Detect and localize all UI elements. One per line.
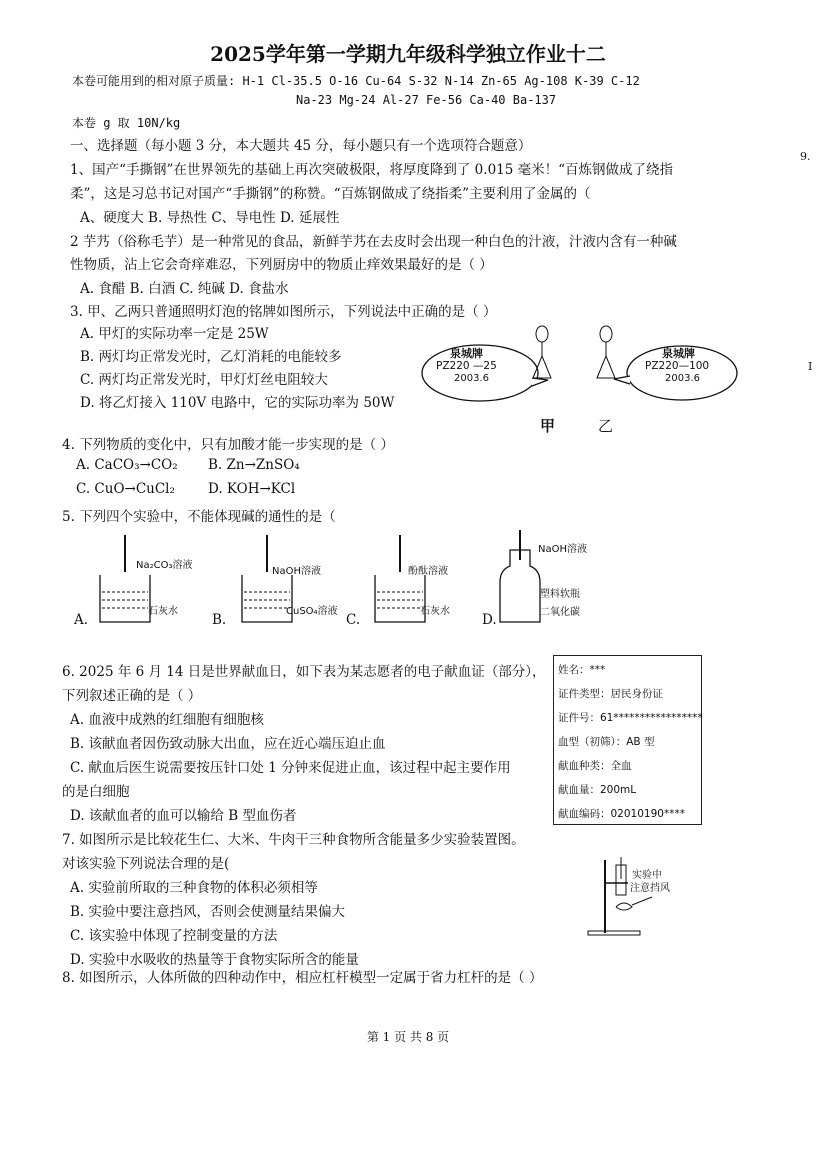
q7-option-b: B. 实验中要注意挡风，否则会使测量结果偏大	[70, 904, 346, 920]
card-code: 献血编码：02010190****	[558, 808, 685, 820]
page-footer: 第 1 页 共 8 页	[366, 1030, 450, 1044]
q6-option-c-line2: 的是白细胞	[62, 784, 130, 800]
q5-d-bottle: 塑料软瓶	[540, 589, 580, 600]
q6-option-b: B. 该献血者因伤致动脉大出血，应在近心端压迫止血	[70, 736, 386, 752]
q7-option-a: A. 实验前所取的三种食物的体积必须相等	[70, 880, 318, 896]
q3-jia-brand: 泉城牌	[450, 347, 483, 360]
q6-option-a: A. 血液中成熟的红细胞有细胞核	[70, 712, 264, 728]
q7-option-c: C. 该实验中体现了控制变量的方法	[70, 928, 278, 944]
q5-a-reagent: Na₂CO₃溶液	[136, 560, 193, 571]
q3-label-yi: 乙	[598, 417, 614, 435]
q5-b-solution: CuSO₄溶液	[286, 606, 338, 617]
margin-mark-9: 9.	[800, 150, 811, 163]
q8-stem: 8. 如图所示，人体所做的四种动作中，相应杠杆模型一定属于省力杠杆的是（ ）	[62, 970, 543, 986]
card-amount: 献血量：200mL	[558, 784, 637, 796]
gravity-note: 本卷 g 取 10N/kg	[72, 116, 181, 130]
card-id-number: 证件号：61*****************	[558, 712, 703, 724]
q5-option-c: C.	[346, 612, 361, 628]
q6-line1: 6. 2025 年 6 月 14 日是世界献血日，如下表为某志愿者的电子献血证（部分），	[62, 664, 546, 680]
q5-option-a: A.	[74, 612, 89, 628]
card-id-type: 证件类型：居民身份证	[558, 688, 663, 700]
q3-jia-spec: PZ220 —25	[436, 360, 497, 372]
q6-line2: 下列叙述正确的是（ ）	[62, 688, 202, 704]
blood-donation-card	[553, 655, 702, 825]
q6-option-d: D. 该献血者的血可以输给 B 型血伤者	[70, 808, 297, 824]
q4-option-c: C. CuO→CuCl₂	[76, 481, 175, 497]
q1-line1: 1、国产“手撕钢”在世界领先的基础上再次突破极限，将厚度降到了 0.015 毫米！“百炼钢做成了绕指	[70, 162, 674, 178]
q6-option-c-line1: C. 献血后医生说需要按压针口处 1 分钟来促进止血，该过程中起主要作用	[70, 760, 511, 776]
q4-option-a: A. CaCO₃→CO₂	[76, 457, 178, 473]
q7-line2: 对该实验下列说法合理的是(	[62, 856, 230, 872]
section-heading: 一、选择题（每小题 3 分，本大题共 45 分，每小题只有一个选项符合题意）	[70, 138, 532, 154]
q7-figure-label1: 实验中	[632, 870, 662, 881]
q5-option-d: D.	[482, 612, 497, 628]
q5-c-reagent: 酚酞溶液	[408, 566, 448, 577]
q3-option-c: C. 两灯均正常发光时，甲灯灯丝电阻较大	[80, 372, 328, 388]
q4-option-d: D. KOH→KCl	[208, 481, 296, 497]
q3-jia-date: 2003.6	[454, 373, 489, 384]
q3-label-jia: 甲	[540, 417, 556, 435]
q1-line2: 柔”，这是习总书记对国产“手撕钢”的称赞。“百炼钢做成了绕指柔”主要利用了金属的（	[70, 186, 591, 202]
q7-figure-label2: 注意挡风	[630, 883, 670, 894]
q3-option-a: A. 甲灯的实际功率一定是 25W	[80, 326, 269, 342]
page-title: 2025学年第一学期九年级科学独立作业十二	[210, 42, 606, 66]
q7-line1: 7. 如图所示是比较花生仁、大米、牛肉干三种食物所含能量多少实验装置图。	[62, 832, 525, 848]
q5-c-solution: 石灰水	[420, 606, 450, 617]
atomic-masses-line2: Na-23 Mg-24 Al-27 Fe-56 Ca-40 Ba-137	[296, 93, 557, 107]
q3-yi-brand: 泉城牌	[662, 347, 695, 360]
card-donation-kind: 献血种类：全血	[558, 760, 632, 772]
q4-stem: 4. 下列物质的变化中，只有加酸才能一步实现的是（ ）	[62, 437, 394, 453]
q5-stem: 5. 下列四个实验中，不能体现碱的通性的是（	[62, 509, 336, 525]
q4-option-b: B. Zn→ZnSO₄	[208, 457, 300, 473]
q1-options: A、硬度大 B. 导热性 C、导电性 D. 延展性	[80, 210, 340, 226]
q3-yi-spec: PZ220—100	[645, 360, 710, 372]
card-name: 姓名：***	[558, 664, 606, 676]
margin-mark-i: I	[808, 360, 813, 373]
q5-b-reagent: NaOH溶液	[272, 566, 321, 577]
card-blood-type: 血型（初筛）：AB 型	[558, 736, 655, 748]
q2-line2: 性物质，沾上它会奇痒难忍，下列厨房中的物质止痒效果最好的是（ ）	[70, 257, 493, 273]
q2-options: A. 食醋 B. 白酒 C. 纯碱 D. 食盐水	[80, 281, 289, 297]
q7-option-d: D. 实验中水吸收的热量等于食物实际所含的能量	[70, 952, 359, 968]
q5-d-reagent: NaOH溶液	[538, 544, 587, 555]
q5-a-solution: 石灰水	[148, 606, 178, 617]
q2-line1: 2 芋艿（俗称毛芋）是一种常见的食品，新鲜芋艿在去皮时会出现一种白色的汁液，汁液内含有一种碱	[70, 234, 677, 250]
q3-yi-date: 2003.6	[665, 373, 700, 384]
q5-option-b: B.	[212, 612, 227, 628]
q5-d-gas: 二氧化碳	[540, 607, 580, 618]
q3-stem: 3. 甲、乙两只普通照明灯泡的铭牌如图所示，下列说法中正确的是（ ）	[70, 304, 497, 320]
atomic-masses-line1: 本卷可能用到的相对原子质量: H-1 Cl-35.5 O-16 Cu-64 S-32 N-14 Zn-65 Ag-108 K-39 C-12	[72, 74, 640, 88]
q3-option-b: B. 两灯均正常发光时，乙灯消耗的电能较多	[80, 349, 342, 365]
q3-option-d: D. 将乙灯接入 110V 电路中，它的实际功率为 50W	[80, 395, 395, 411]
